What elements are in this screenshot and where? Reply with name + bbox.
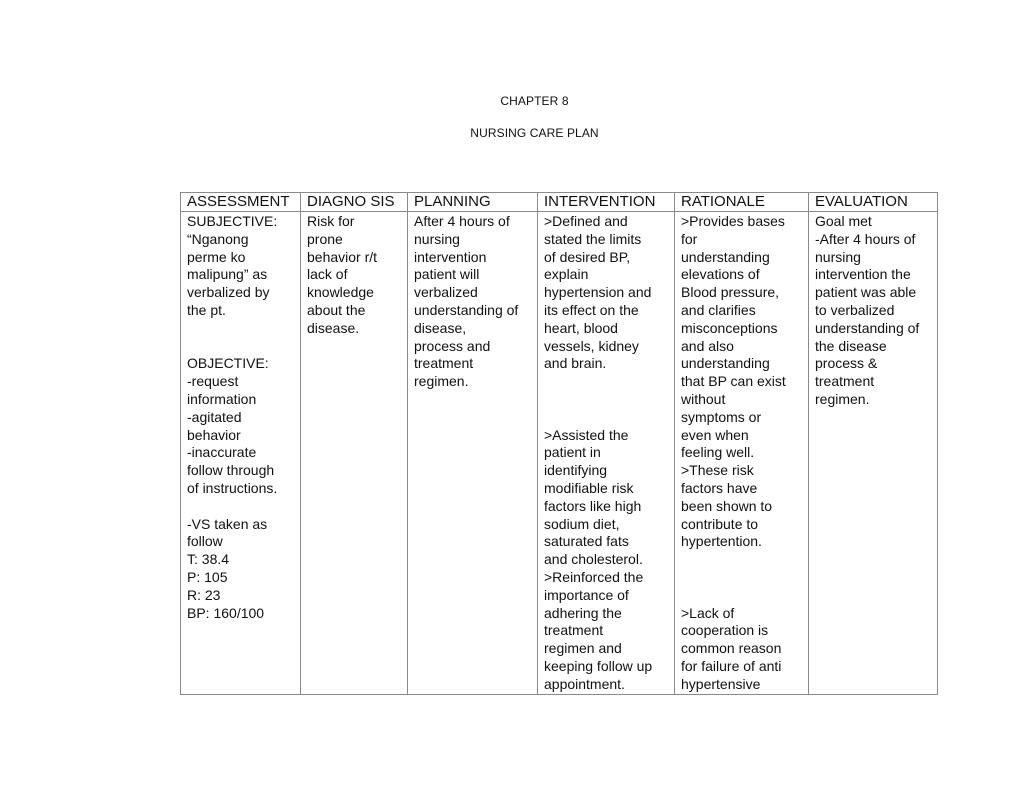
assessment-line: -agitated [187, 408, 242, 425]
rationale-line: Blood pressure, [681, 284, 780, 301]
intervention-line: explain [544, 266, 589, 283]
assessment-line: OBJECTIVE: [187, 355, 269, 372]
evaluation-cell [809, 212, 938, 695]
document-title: NURSING CARE PLAN [470, 126, 599, 140]
intervention-line: its effect on the [544, 301, 639, 318]
intervention-line: adhering the [544, 604, 622, 621]
diagnosis-line: Risk for [307, 213, 355, 229]
diagnosis-line: lack of [307, 266, 348, 283]
evaluation-line: process & [815, 355, 878, 372]
intervention-line: stated the limits [544, 230, 642, 247]
header-intervention: INTERVENTION [538, 193, 675, 212]
diagnosis-line: disease. [307, 319, 360, 336]
assessment-line: BP: 160/100 [187, 604, 265, 621]
evaluation-line: understanding of [815, 319, 920, 336]
chapter-heading: CHAPTER 8 [500, 94, 569, 108]
intervention-line: and brain. [544, 355, 607, 372]
evaluation-line: to verbalized [815, 301, 895, 318]
rationale-line: and also [681, 337, 734, 354]
rationale-line: hypertention. [681, 533, 762, 550]
intervention-line: sodium diet, [544, 515, 620, 532]
blank-line [544, 373, 668, 391]
intervention-line: patient in [544, 444, 601, 461]
intervention-cell [538, 212, 675, 695]
header-diagnosis: DIAGNO SIS [301, 193, 408, 212]
diagnosis-line: prone [307, 230, 343, 247]
evaluation-line: nursing [815, 248, 861, 265]
rationale-line: factors have [681, 479, 758, 496]
header-evaluation: EVALUATION [809, 193, 938, 212]
blank-line [187, 338, 294, 356]
rationale-line: for [681, 230, 698, 247]
intervention-line: keeping follow up [544, 657, 653, 674]
evaluation-line: -After 4 hours of [815, 230, 916, 247]
assessment-line: -VS taken as [187, 515, 268, 532]
blank-line [187, 498, 294, 516]
blank-line [681, 569, 802, 587]
rationale-line: cooperation is [681, 622, 769, 639]
intervention-line: hypertension and [544, 284, 652, 301]
planning-line: After 4 hours of [414, 213, 510, 229]
planning-line: intervention [414, 248, 487, 265]
evaluation-line: Goal met [815, 213, 872, 229]
rationale-line: >Lack of [681, 604, 735, 621]
rationale-line: common reason [681, 640, 782, 657]
blank-line [544, 391, 668, 409]
assessment-line: -request [187, 373, 239, 390]
assessment-line: information [187, 390, 257, 407]
evaluation-line: patient was able [815, 284, 917, 301]
rationale-line: without [681, 390, 726, 407]
assessment-line: T: 38.4 [187, 551, 230, 568]
planning-line: treatment [414, 355, 474, 372]
assessment-line: P: 105 [187, 568, 228, 585]
blank-line [681, 587, 802, 605]
intervention-line: treatment [544, 622, 604, 639]
evaluation-line: intervention the [815, 266, 911, 283]
rationale-line: >These risk [681, 462, 754, 479]
assessment-line: follow [187, 533, 223, 550]
evaluation-line: treatment [815, 373, 875, 390]
rationale-line: been shown to [681, 497, 773, 514]
assessment-line: perme ko [187, 248, 246, 265]
intervention-line: regimen and [544, 640, 622, 657]
rationale-cell [675, 212, 809, 695]
header-planning: PLANNING [408, 193, 538, 212]
rationale-line: misconceptions [681, 319, 778, 336]
intervention-line: vessels, kidney [544, 337, 639, 354]
planning-line: regimen. [414, 373, 469, 390]
assessment-line: “Nganong [187, 230, 249, 247]
planning-line: verbalized [414, 284, 478, 301]
intervention-line: >Assisted the [544, 426, 629, 443]
assessment-line: follow through [187, 462, 275, 479]
planning-line: patient will [414, 266, 480, 283]
assessment-line: of instructions. [187, 479, 278, 496]
rationale-line: understanding [681, 355, 770, 372]
assessment-line: verbalized by [187, 284, 270, 301]
intervention-line: of desired BP, [544, 248, 631, 265]
diagnosis-line: knowledge [307, 284, 374, 301]
intervention-line: identifying [544, 462, 608, 479]
rationale-line: >Provides bases [681, 213, 785, 229]
intervention-line: modifiable risk [544, 479, 634, 496]
diagnosis-line: about the [307, 301, 366, 318]
rationale-line: hypertensive [681, 675, 761, 692]
assessment-line: behavior [187, 426, 241, 443]
diagnosis-line: behavior r/t [307, 248, 378, 265]
assessment-line: SUBJECTIVE: [187, 213, 278, 229]
nursing-care-plan-table [180, 192, 938, 695]
evaluation-line: regimen. [815, 390, 870, 407]
intervention-line: >Defined and [544, 213, 628, 229]
header-assessment: ASSESSMENT [181, 193, 301, 212]
assessment-line: the pt. [187, 301, 226, 318]
blank-line [187, 320, 294, 338]
rationale-line: understanding [681, 248, 770, 265]
planning-line: process and [414, 337, 491, 354]
assessment-cell [181, 212, 301, 695]
diagnosis-cell [301, 212, 408, 695]
rationale-line: contribute to [681, 515, 759, 532]
planning-line: disease, [414, 319, 467, 336]
planning-line: understanding of [414, 301, 519, 318]
rationale-line: even when [681, 426, 749, 443]
table-row [181, 212, 938, 695]
rationale-line: and clarifies [681, 301, 756, 318]
blank-line [544, 409, 668, 427]
blank-line [681, 551, 802, 569]
assessment-line: R: 23 [187, 586, 221, 603]
planning-cell [408, 212, 538, 695]
table-header-row [181, 193, 938, 212]
intervention-line: importance of [544, 586, 629, 603]
intervention-line: heart, blood [544, 319, 618, 336]
planning-line: nursing [414, 230, 460, 247]
rationale-line: symptoms or [681, 408, 762, 425]
rationale-line: for failure of anti [681, 657, 782, 674]
evaluation-line: the disease [815, 337, 887, 354]
intervention-line: saturated fats [544, 533, 629, 550]
rationale-line: elevations of [681, 266, 760, 283]
assessment-line: -inaccurate [187, 444, 257, 461]
rationale-line: feeling well. [681, 444, 755, 461]
header-rationale: RATIONALE [675, 193, 809, 212]
intervention-line: appointment. [544, 675, 625, 692]
intervention-line: >Reinforced the [544, 568, 644, 585]
intervention-line: and cholesterol. [544, 551, 643, 568]
intervention-line: factors like high [544, 497, 642, 514]
assessment-line: malipung” as [187, 266, 268, 283]
rationale-line: that BP can exist [681, 373, 786, 390]
